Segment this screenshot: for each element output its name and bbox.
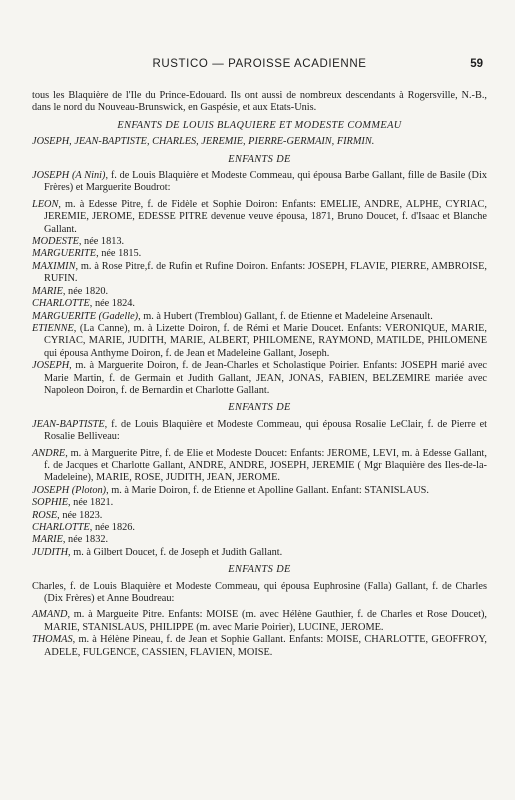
genealogy-entry: ETIENNE, (La Canne), m. à Lizette Doiron, f. de Rémi et Marie Doucet. Enfants: VERONIQUE, MARIE, CYRIAC, MARIE, JUDITH, MARIE, ALBERT, PHILOMENE, RAYMOND, MATILDE, PHILOMENE qui épousa Anthyme Doiron, f. de Jean et Madeleine Gallant, Joseph. (32, 322, 487, 359)
intro-paragraph: tous les Blaquière de l'Ile du Prince-Edouard. Ils ont aussi de nombreux descendants à Rogersville, N.-B., dans le nord du Nouveau-Brunswick, en Gaspésie, et aux Etats-Unis. (32, 90, 487, 114)
genealogy-entry: AMAND, m. à Margueite Pitre. Enfants: MOISE (m. avec Hélène Gauthier, f. de Charles et Rose Doucet), MARIE, STANISLAUS, PHILIPPE (m. avec Marie Poirier), LUCINE, JEROME. (32, 609, 487, 633)
genealogy-entry: CHARLOTTE, née 1826. (32, 522, 135, 533)
parent-entry: JOSEPH (A Nini), f. de Louis Blaquière et Modeste Commeau, qui épousa Barbe Gallant, fille de Basile (Dix Frères) et Marguerite Boudrot: (32, 170, 487, 194)
section-heading: ENFANTS DE LOUIS BLAQUIERE ET MODESTE COMMEAU (117, 119, 402, 131)
section-heading: ENFANTS DE (228, 564, 291, 576)
genealogy-entry: LEON, m. à Edesse Pitre, f. de Fidèle et Sophie Doiron: Enfants: EMELIE, ANDRE, ALPHE, CYRIAC, JEREMIE, JEROME, EDESSE PITRE devenue veuve épousa, 1871, Bruno Doucet, f. d'Isaac et Blanche Gallant. (32, 198, 487, 235)
genealogy-entry: CHARLOTTE, née 1824. (32, 298, 135, 310)
page-number: 59 (470, 58, 483, 70)
page-body (32, 90, 487, 659)
genealogy-entry: MODESTE, née 1813. (32, 236, 125, 248)
parent-entry: Charles, f. de Louis Blaquière et Modeste Commeau, qui épousa Euphrosine (Falla) Gallant, f. de Charles (Dix Frères) et Anne Boudreau: (32, 580, 487, 605)
children-list: JOSEPH, JEAN-BAPTISTE, CHARLES, JEREMIE, PIERRE-GERMAIN, FIRMIN. (32, 136, 375, 148)
section-heading: ENFANTS DE (228, 153, 291, 165)
genealogy-entry: MARGUERITE, née 1815. (32, 248, 142, 260)
genealogy-entry: JOSEPH, m. à Marguerite Doiron, f. de Jean-Charles et Scholastique Poirier. Enfants: JOSEPH marié avec Marie Martin, f. de Germain et Judith Gallant, JEAN, JONAS, FABIEN, BELZEMIRE mariée avec Napoleon Doiron, f. de Bernardin et Charlotte Gallant. (32, 360, 487, 396)
genealogy-entry: SOPHIE, née 1821. (32, 497, 114, 509)
parent-entry: JEAN-BAPTISTE, f. de Louis Blaquière et Modeste Commeau, qui épousa Rosalie LeClair, f. de Pierre et Rosalie Belliveau: (32, 418, 487, 443)
genealogy-entry: ANDRE, m. à Marguerite Pitre, f. de Elie et Modeste Doucet: Enfants: JEROME, LEVI, m. à Edesse Gallant, f. de Jacques et Charlotte Gallant, ANDRE, ANDRE, JOSEPH, JEREMIE ( Mgr Blaquière des Iles-de-la-Madeleine), MARIE, ROSE, JUDITH, JEAN, JEROME. (32, 447, 487, 484)
genealogy-entry: MAXIMIN, m. à Rose Pitre,f. de Rufin et Rufine Doiron. Enfants: JOSEPH, FLAVIE, PIERRE, AMBROISE, RUFIN. (32, 260, 487, 285)
genealogy-entry: MARIE, née 1832. (32, 534, 109, 546)
genealogy-entry: MARIE, née 1820. (32, 285, 109, 297)
genealogy-entry: THOMAS, m. à Hélène Pineau, f. de Jean et Sophie Gallant. Enfants: MOISE, CHARLOTTE, GEOFFROY, ADELE, FULGENCE, CASSIEN, FLAVIEN, MOISE. (32, 634, 487, 658)
header-title: RUSTICO — PAROISSE ACADIENNE (152, 58, 367, 70)
section-heading: ENFANTS DE (228, 402, 291, 414)
genealogy-entry: MARGUERITE (Gadelle), m. à Hubert (Tremblou) Gallant, f. de Etienne et Madeleine Arsenault. (32, 310, 433, 322)
genealogy-entry: ROSE, née 1823. (32, 509, 103, 521)
genealogy-entry: JUDITH, m. à Gilbert Doucet, f. de Joseph et Judith Gallant. (32, 546, 283, 558)
running-header (32, 58, 487, 76)
genealogy-entry: JOSEPH (Ploton), m. à Marie Doiron, f. de Etienne et Apolline Gallant. Enfant: STANISLAUS. (32, 484, 429, 496)
